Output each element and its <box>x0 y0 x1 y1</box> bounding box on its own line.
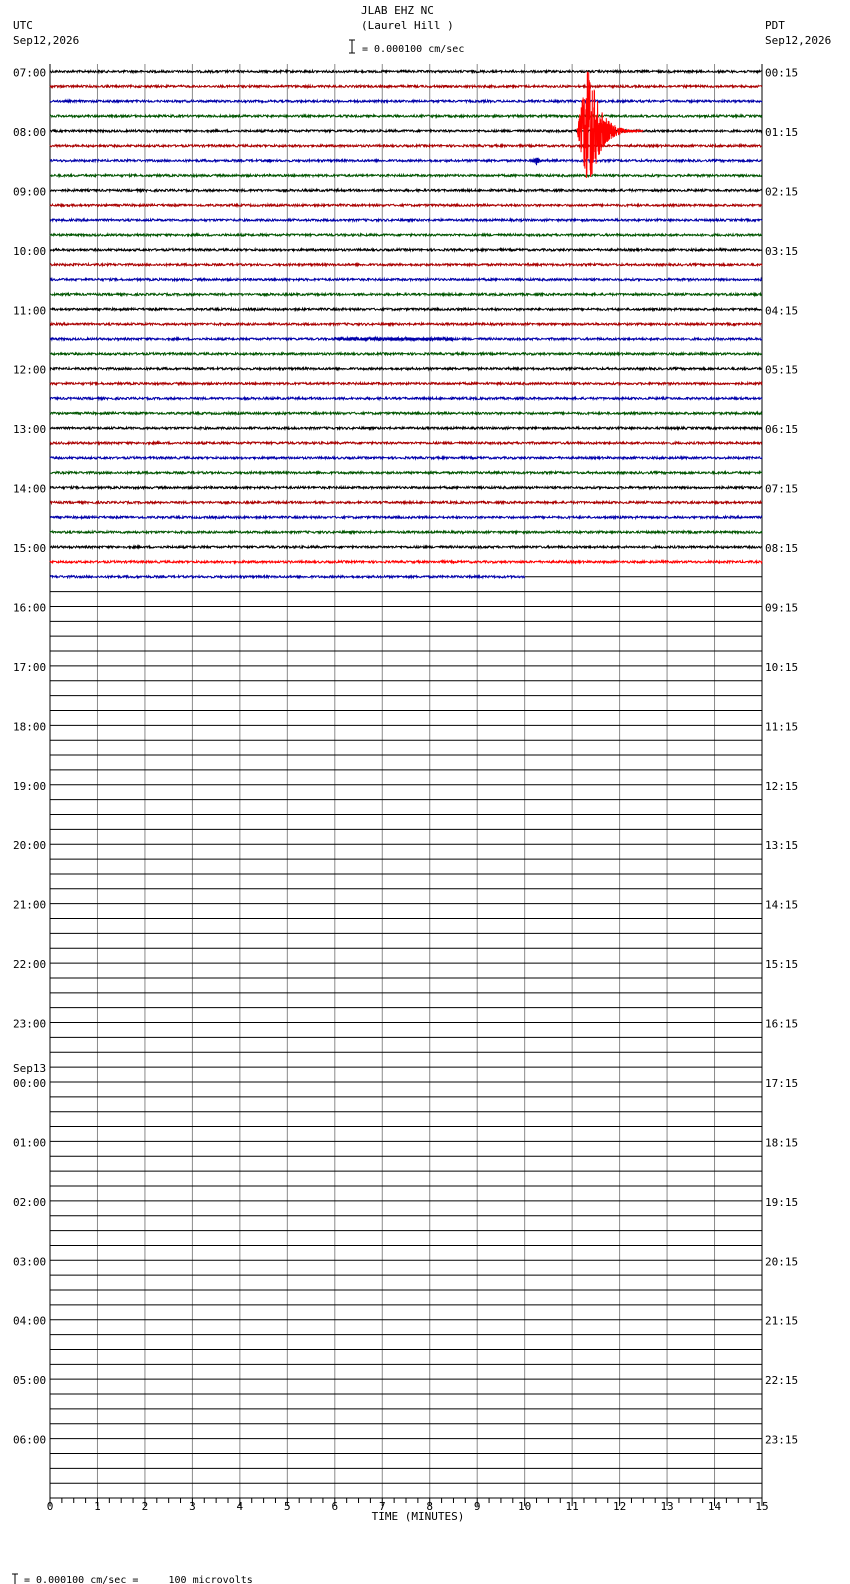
seismic-trace <box>50 487 762 489</box>
station-title: JLAB EHZ NC <box>361 4 434 17</box>
seismic-trace <box>50 264 762 266</box>
utc-hour-label: 08:00 <box>13 125 47 139</box>
footer <box>12 1574 253 1584</box>
x-tick-label: 13 <box>660 1500 674 1513</box>
utc-hour-label: 19:00 <box>13 779 47 793</box>
utc-hour-label: 00:00 <box>13 1076 47 1090</box>
utc-hour-label: 23:00 <box>13 1017 47 1031</box>
utc-hour-label: 20:00 <box>13 839 47 853</box>
utc-hour-label: 02:00 <box>13 1195 47 1209</box>
seismic-trace <box>50 130 762 132</box>
x-tick-label: 14 <box>707 1500 722 1513</box>
pdt-hour-label: 12:15 <box>765 779 799 793</box>
seismic-trace <box>50 234 762 236</box>
seismic-trace <box>50 412 762 414</box>
utc-hour-label: 15:00 <box>13 542 47 556</box>
utc-hour-label: 14:00 <box>13 482 47 496</box>
pdt-hour-label: 23:15 <box>765 1433 799 1447</box>
scale-label: = 0.000100 cm/sec <box>362 44 465 55</box>
utc-hour-label: 05:00 <box>13 1374 47 1388</box>
x-tick-label: 5 <box>284 1500 291 1513</box>
x-tick-label: 2 <box>141 1500 149 1513</box>
station-location: (Laurel Hill ) <box>361 19 454 32</box>
seismic-trace <box>50 383 762 385</box>
seismic-trace <box>50 278 762 280</box>
seismic-trace <box>50 561 762 563</box>
pdt-hour-label: 09:15 <box>765 601 799 615</box>
empty-trace-baselines <box>50 577 762 1483</box>
seismic-trace <box>50 293 762 295</box>
pdt-hour-label: 03:15 <box>765 244 799 258</box>
utc-hour-label: 21:00 <box>13 898 47 912</box>
x-tick-label: 11 <box>565 1500 579 1513</box>
seismic-trace <box>50 576 525 578</box>
pdt-hour-label: 14:15 <box>765 898 799 912</box>
right-timezone: PDT <box>765 19 785 32</box>
seismic-trace <box>50 249 762 251</box>
seismic-trace <box>50 501 762 503</box>
seismic-trace <box>50 174 762 176</box>
utc-hour-label: 13:00 <box>13 423 47 437</box>
x-tick-label: 1 <box>94 1500 101 1513</box>
utc-hour-label: 09:00 <box>13 185 47 199</box>
seismic-traces <box>50 70 762 577</box>
footer-scale-icon <box>12 1574 18 1584</box>
pdt-hour-label: 00:15 <box>765 66 799 80</box>
pdt-hour-label: 16:15 <box>765 1017 799 1031</box>
utc-hour-label: 03:00 <box>13 1255 47 1269</box>
right-date: Sep12,2026 <box>765 34 832 47</box>
seismic-trace <box>50 516 762 518</box>
utc-hour-labels <box>13 67 46 1447</box>
pdt-hour-labels <box>765 67 798 1447</box>
utc-hour-label: 07:00 <box>13 66 47 80</box>
pdt-hour-label: 20:15 <box>765 1255 799 1269</box>
utc-hour-label: 18:00 <box>13 720 47 734</box>
seismic-trace <box>50 427 762 429</box>
seismic-trace <box>50 160 762 162</box>
seismic-trace <box>50 100 762 102</box>
event-waveform <box>577 72 643 178</box>
seismic-trace <box>50 85 762 87</box>
seismic-trace <box>50 308 762 310</box>
seismic-trace <box>50 204 762 206</box>
pdt-hour-label: 21:15 <box>765 1314 799 1328</box>
x-tick-label: 4 <box>236 1500 244 1513</box>
x-tick-label: 6 <box>331 1500 339 1513</box>
utc-hour-label: 04:00 <box>13 1314 47 1328</box>
x-tick-label: 15 <box>755 1500 769 1513</box>
pdt-hour-label: 13:15 <box>765 839 799 853</box>
x-tick-label: 10 <box>518 1500 532 1513</box>
x-axis-label: TIME (MINUTES) <box>371 1510 465 1523</box>
utc-hour-label: 11:00 <box>13 304 47 318</box>
seismic-trace <box>50 457 762 459</box>
date-change-label: Sep13 <box>13 1061 47 1075</box>
pdt-hour-label: 10:15 <box>765 660 799 674</box>
footer-scale-note: = 0.000100 cm/sec = 100 microvolts <box>24 1575 253 1584</box>
seismic-trace <box>50 397 762 399</box>
pdt-hour-label: 02:15 <box>765 185 799 199</box>
seismic-trace <box>50 145 762 147</box>
x-tick-label: 0 <box>46 1500 54 1513</box>
pdt-hour-label: 04:15 <box>765 304 799 318</box>
seismic-trace <box>50 70 762 72</box>
event-waveform <box>529 158 543 166</box>
event-waveform <box>335 337 454 340</box>
pdt-hour-label: 01:15 <box>765 125 799 139</box>
utc-hour-label: 01:00 <box>13 1136 47 1150</box>
seismic-trace <box>50 442 762 444</box>
utc-hour-label: 12:00 <box>13 363 47 377</box>
x-tick-label: 12 <box>612 1500 627 1513</box>
seismic-trace <box>50 115 762 117</box>
pdt-hour-label: 05:15 <box>765 363 799 377</box>
seismic-trace <box>50 368 762 370</box>
scale-bar-icon <box>349 40 355 53</box>
utc-hour-label: 16:00 <box>13 601 47 615</box>
left-date: Sep12,2026 <box>13 34 80 47</box>
pdt-hour-label: 17:15 <box>765 1076 799 1090</box>
pdt-hour-label: 18:15 <box>765 1136 799 1150</box>
x-tick-label: 8 <box>426 1500 434 1513</box>
x-tick-label: 9 <box>473 1500 481 1513</box>
x-tick-label: 7 <box>378 1500 386 1513</box>
seismic-trace <box>50 546 762 548</box>
seismic-trace <box>50 353 762 355</box>
x-tick-label: 3 <box>189 1500 196 1513</box>
pdt-hour-label: 15:15 <box>765 958 799 972</box>
left-timezone: UTC <box>13 19 33 32</box>
seismic-trace <box>50 472 762 474</box>
seismic-trace <box>50 189 762 191</box>
header <box>13 4 831 55</box>
seismic-trace <box>50 323 762 325</box>
seismic-trace <box>50 531 762 533</box>
pdt-hour-label: 06:15 <box>765 423 799 437</box>
seismic-trace <box>50 219 762 221</box>
utc-hour-label: 17:00 <box>13 660 47 674</box>
utc-hour-label: 06:00 <box>13 1433 47 1447</box>
utc-hour-label: 10:00 <box>13 244 47 258</box>
pdt-hour-label: 07:15 <box>765 482 799 496</box>
pdt-hour-label: 08:15 <box>765 542 799 556</box>
utc-hour-label: 22:00 <box>13 958 47 972</box>
pdt-hour-label: 11:15 <box>765 720 799 734</box>
pdt-hour-label: 19:15 <box>765 1195 799 1209</box>
pdt-hour-label: 22:15 <box>765 1374 799 1388</box>
